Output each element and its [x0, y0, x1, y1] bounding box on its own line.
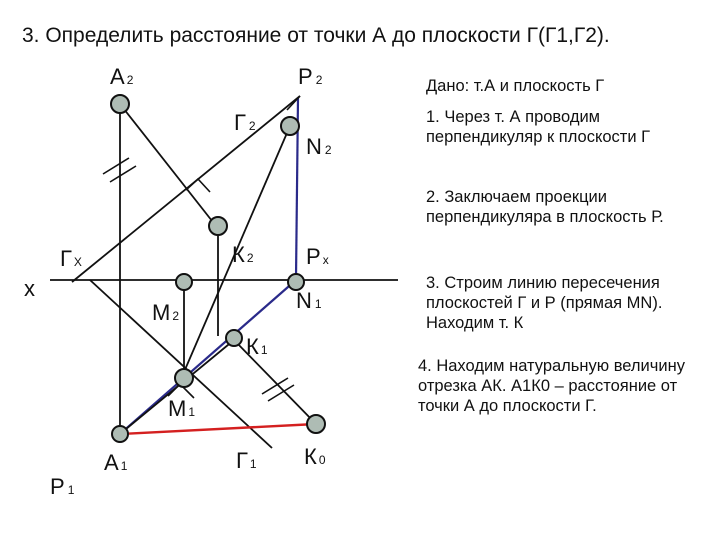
point-n2 [281, 117, 299, 135]
label-p2: P 2 [298, 64, 323, 89]
label-k1: К 1 [246, 334, 268, 359]
label-n1: N 1 [296, 288, 322, 313]
label-m2: M 2 [152, 300, 180, 325]
task-title: 3. Определить расстояние от точки А до плоскости Г(Г1,Г2). [22, 24, 610, 47]
equal-tick-1a [103, 158, 129, 174]
label-p1: P 1 [50, 474, 75, 499]
label-g1: Г 1 [236, 448, 257, 473]
point-m1 [175, 369, 193, 387]
label-a2: А 2 [110, 64, 134, 89]
step-1-text: 1. Через т. А проводим перпендикуляр к плоскости Г [426, 108, 651, 146]
label-a1: А 1 [104, 450, 128, 475]
given-text: Дано: т.А и плоскость Г [426, 77, 605, 95]
label-k0: К 0 [304, 444, 326, 469]
label-k2: К 2 [232, 242, 254, 267]
horizontal-trace-g1 [90, 280, 272, 448]
step-2-text: 2. Заключаем проекции перпендикуляра в плоскость Р. [426, 188, 664, 226]
perpendicular-front-projection [120, 104, 216, 226]
label-gx: Г X [60, 246, 82, 271]
point-m2 [176, 274, 192, 290]
label-x: x [24, 276, 35, 301]
equal-tick-1b [110, 166, 136, 182]
label-n2: N 2 [306, 134, 332, 159]
label-m1: M 1 [168, 396, 196, 421]
step-4-text: 4. Находим натуральную величину отрезка АК. А1К0 – расстояние от точки А до плоскости Г. [418, 357, 685, 415]
point-k1 [226, 330, 242, 346]
plane-p-horizontal-trace [120, 280, 296, 434]
step-3-text: 3. Строим линию пересечения плоскостей Г и Р (прямая MN). Находим т. К [426, 274, 663, 332]
point-k2 [209, 217, 227, 235]
point-a2 [111, 95, 129, 113]
point-k0 [307, 415, 325, 433]
label-px: Px [306, 244, 329, 269]
point-a1 [112, 426, 128, 442]
true-length-a1-k0 [120, 424, 316, 434]
label-g2: Г 2 [234, 110, 256, 135]
